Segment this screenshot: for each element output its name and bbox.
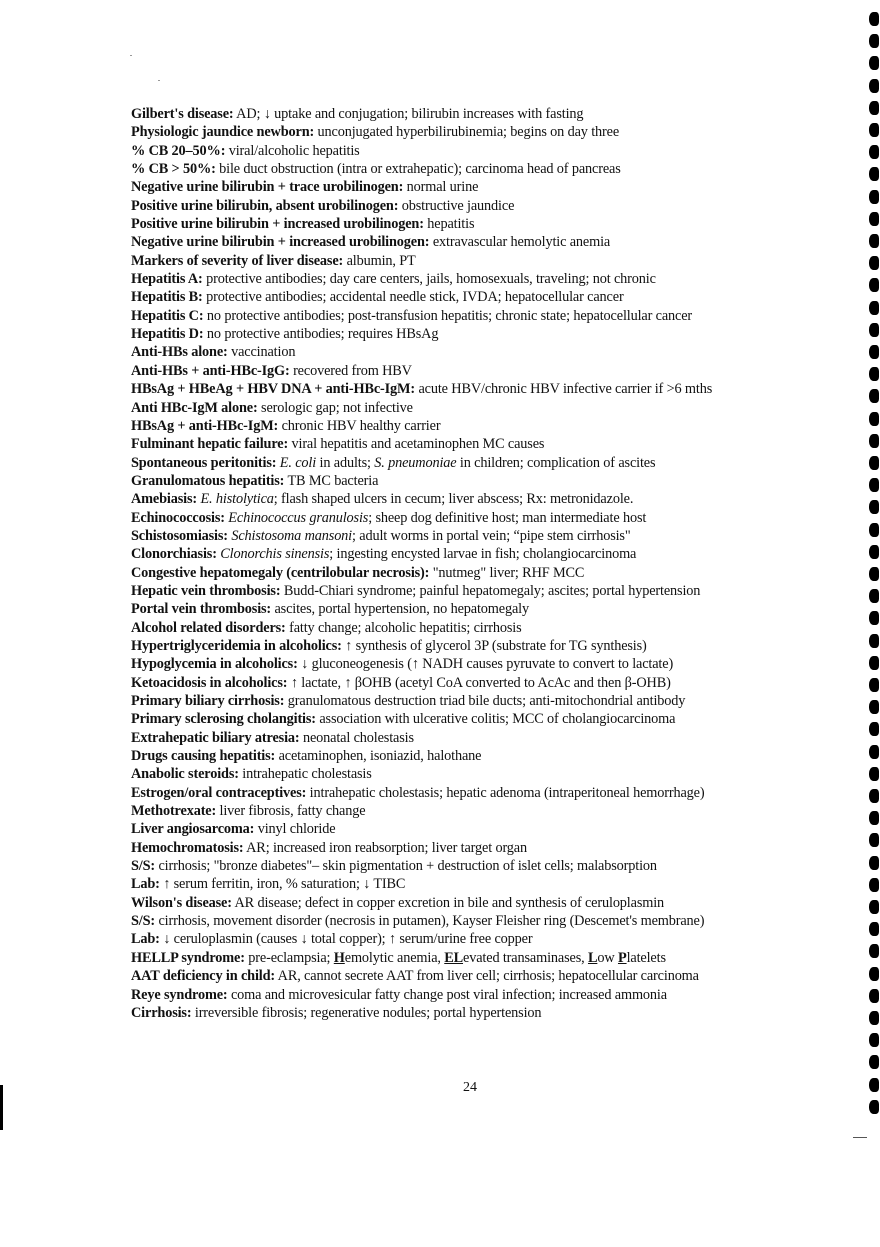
binding-hole xyxy=(869,56,879,70)
binding-hole xyxy=(869,745,879,759)
note-line xyxy=(131,637,831,655)
note-text: emolytic anemia, xyxy=(344,949,445,966)
term-heading: Positive urine bilirubin + increased urobilinogen: xyxy=(131,216,424,233)
binding-hole xyxy=(869,656,879,670)
organism-name: E. coli xyxy=(279,454,317,471)
note-text: evated transaminases, xyxy=(463,949,588,966)
note-line xyxy=(131,894,831,912)
note-text: viral/alcoholic hepatitis xyxy=(225,142,360,159)
binding-hole xyxy=(869,101,879,115)
note-line xyxy=(131,380,831,398)
note-line xyxy=(131,178,831,196)
term-heading: S/S: xyxy=(131,913,156,930)
binding-hole xyxy=(869,789,879,803)
organism-name: E. histolytica xyxy=(200,491,274,508)
binding-hole xyxy=(869,900,879,914)
note-text: serologic gap; not infective xyxy=(257,399,413,416)
note-text: vinyl chloride xyxy=(254,821,336,838)
scan-edge-mark xyxy=(0,1085,3,1130)
note-line xyxy=(131,857,831,875)
binding-hole xyxy=(869,12,879,26)
note-text: ↓ gluconeogenesis (↑ NADH causes pyruvate to convert to lactate) xyxy=(297,656,674,673)
binding-hole xyxy=(869,767,879,781)
note-text: ↑ synthesis of glycerol 3P (substrate for TG synthesis) xyxy=(341,637,647,654)
note-text: recovered from HBV xyxy=(289,362,412,379)
binding-hole xyxy=(869,278,879,292)
binding-hole xyxy=(869,301,879,315)
term-heading: Anti-HBs + anti-HBc-IgG: xyxy=(131,362,290,379)
organism-name: Clonorchis sinensis xyxy=(220,546,330,563)
note-line xyxy=(131,1004,831,1022)
binding-holes xyxy=(862,0,880,1247)
note-line xyxy=(131,784,831,802)
note-line xyxy=(131,986,831,1004)
term-heading: Echinococcosis: xyxy=(131,509,225,526)
note-line xyxy=(131,325,831,343)
term-heading: Physiologic jaundice newborn: xyxy=(131,124,315,141)
note-text: cirrhosis; "bronze diabetes"– skin pigmentation + destruction of islet cells; malabsorption xyxy=(155,858,657,875)
organism-name: Echinococcus granulosis xyxy=(228,509,369,526)
term-heading: HELLP syndrome: xyxy=(131,949,245,966)
term-heading: S/S: xyxy=(131,858,156,875)
binding-hole xyxy=(869,856,879,870)
note-text: unconjugated hyperbilirubinemia; begins on day three xyxy=(314,124,620,141)
term-heading: Primary biliary cirrhosis: xyxy=(131,693,285,709)
term-heading: Fulminant hepatic failure: xyxy=(131,436,289,453)
note-line xyxy=(131,288,831,306)
binding-hole xyxy=(869,967,879,981)
note-line xyxy=(131,435,831,453)
term-heading: Drugs causing hepatitis: xyxy=(131,748,276,765)
note-line xyxy=(131,729,831,747)
binding-hole xyxy=(869,922,879,936)
note-text: association with ulcerative colitis; MCC of cholangiocarcinoma xyxy=(315,711,676,728)
note-line xyxy=(131,545,831,563)
binding-hole xyxy=(869,878,879,892)
note-text: ; adult worms in portal vein; “pipe stem cirrhosis" xyxy=(352,527,631,544)
note-text: protective antibodies; accidental needle stick, IVDA; hepatocellular cancer xyxy=(202,289,624,306)
term-heading: Hepatitis B: xyxy=(131,289,203,306)
term-heading: Wilson's disease: xyxy=(131,894,232,911)
binding-hole xyxy=(869,34,879,48)
binding-hole xyxy=(869,190,879,204)
binding-hole xyxy=(869,234,879,248)
note-text: ; ingesting encysted larvae in fish; cholangiocarcinoma xyxy=(329,546,637,563)
note-line xyxy=(131,802,831,820)
binding-hole xyxy=(869,412,879,426)
term-heading: Granulomatous hepatitis: xyxy=(131,472,285,489)
binding-hole xyxy=(869,1011,879,1025)
note-text: AD; ↓ uptake and conjugation; bilirubin increases with fasting xyxy=(233,106,584,122)
note-line xyxy=(131,252,831,270)
note-text: Budd-Chiari syndrome; painful hepatomegaly; ascites; portal hypertension xyxy=(280,582,701,599)
note-text: bile duct obstruction (intra or extrahepatic); carcinoma head of pancreas xyxy=(215,161,621,178)
binding-hole xyxy=(869,367,879,381)
note-line xyxy=(131,270,831,288)
note-line xyxy=(131,105,831,123)
note-text: protective antibodies; day care centers, jails, homosexuals, traveling; not chronic xyxy=(202,271,656,288)
scan-speck xyxy=(158,80,160,81)
term-heading: Extrahepatic biliary atresia: xyxy=(131,729,300,746)
term-heading: Hepatitis C: xyxy=(131,307,204,324)
term-heading: Negative urine bilirubin + increased urobilinogen: xyxy=(131,234,430,251)
note-text: fatty change; alcoholic hepatitis; cirrhosis xyxy=(285,619,522,636)
note-line xyxy=(131,509,831,527)
note-text: albumin, PT xyxy=(343,252,416,269)
binding-hole xyxy=(869,345,879,359)
term-heading: Markers of severity of liver disease: xyxy=(131,252,344,269)
note-text: intrahepatic cholestasis; hepatic adenoma (intraperitoneal hemorrhage) xyxy=(306,784,705,801)
note-text: pre-eclampsia; xyxy=(244,949,334,966)
term-heading: Hemochromatosis: xyxy=(131,839,244,856)
binding-hole xyxy=(869,611,879,625)
binding-hole xyxy=(869,634,879,648)
binding-hole xyxy=(869,545,879,559)
binding-hole xyxy=(869,256,879,270)
term-heading: Spontaneous peritonitis: xyxy=(131,454,277,471)
term-heading: Gilbert's disease: xyxy=(131,106,234,122)
note-line xyxy=(131,215,831,233)
term-heading: Estrogen/oral contraceptives: xyxy=(131,784,307,801)
note-text: obstructive jaundice xyxy=(398,197,515,214)
term-heading: % CB 20–50%: xyxy=(131,142,226,159)
note-text: AR disease; defect in copper excretion in bile and synthesis of ceruloplasmin xyxy=(231,894,665,911)
note-text: in children; complication of ascites xyxy=(456,454,656,471)
note-text: ↑ serum ferritin, iron, % saturation; ↓ TIBC xyxy=(159,876,406,893)
term-heading: AAT deficiency in child: xyxy=(131,968,276,985)
note-line xyxy=(131,692,831,710)
note-text: "nutmeg" liver; RHF MCC xyxy=(429,564,585,581)
binding-hole xyxy=(869,500,879,514)
binding-hole xyxy=(869,989,879,1003)
binding-hole xyxy=(869,167,879,181)
note-line xyxy=(131,454,831,472)
note-line xyxy=(131,600,831,618)
binding-hole xyxy=(869,678,879,692)
note-line xyxy=(131,912,831,930)
note-line xyxy=(131,839,831,857)
binding-hole xyxy=(869,944,879,958)
term-heading: Lab: xyxy=(131,876,160,893)
note-line xyxy=(131,619,831,637)
note-text: liver fibrosis, fatty change xyxy=(216,803,366,820)
note-text: ↓ ceruloplasmin (causes ↓ total copper); ↑ serum/urine free copper xyxy=(159,931,533,948)
binding-hole xyxy=(869,123,879,137)
term-heading: Liver angiosarcoma: xyxy=(131,821,255,838)
term-heading: Hepatitis D: xyxy=(131,326,204,343)
term-heading: Hypertriglyceridemia in alcoholics: xyxy=(131,637,342,654)
note-line xyxy=(131,582,831,600)
binding-hole xyxy=(869,456,879,470)
term-heading: % CB > 50%: xyxy=(131,161,216,178)
note-text: no protective antibodies; post-transfusion hepatitis; chronic state; hepatocellular cancer xyxy=(203,307,693,324)
binding-hole xyxy=(869,1078,879,1092)
term-heading: HBsAg + HBeAg + HBV DNA + anti-HBc-IgM: xyxy=(131,381,416,398)
note-text: intrahepatic cholestasis xyxy=(238,766,372,783)
term-heading: Lab: xyxy=(131,931,160,948)
note-text: TB MC bacteria xyxy=(284,472,379,489)
binding-hole xyxy=(869,811,879,825)
note-text: AR, cannot secrete AAT from liver cell; cirrhosis; hepatocellular carcinoma xyxy=(275,968,699,985)
note-line xyxy=(131,875,831,893)
note-line xyxy=(131,307,831,325)
note-text: vaccination xyxy=(227,344,296,361)
mnemonic-letter: P xyxy=(617,949,627,966)
term-heading: Ketoacidosis in alcoholics: xyxy=(131,674,288,691)
note-text: ↑ lactate, ↑ βOHB (acetyl CoA converted to AcAc and then β-OHB) xyxy=(287,674,671,691)
note-text: normal urine xyxy=(403,179,479,196)
term-heading: Congestive hepatomegaly (centrilobular necrosis): xyxy=(131,564,430,581)
note-line xyxy=(131,472,831,490)
note-text: ascites, portal hypertension, no hepatomegaly xyxy=(271,601,529,618)
note-line xyxy=(131,564,831,582)
note-line xyxy=(131,820,831,838)
note-line xyxy=(131,343,831,361)
note-text: acetaminophen, isoniazid, halothane xyxy=(275,748,482,765)
note-line xyxy=(131,417,831,435)
note-text: ow xyxy=(597,949,618,966)
binding-hole xyxy=(869,523,879,537)
term-heading: Anabolic steroids: xyxy=(131,766,239,783)
note-line xyxy=(131,233,831,251)
note-line xyxy=(131,949,831,967)
organism-name: Schistosoma mansoni xyxy=(231,527,353,544)
term-heading: Amebiasis: xyxy=(131,491,198,508)
term-heading: Reye syndrome: xyxy=(131,986,228,1003)
note-line xyxy=(131,655,831,673)
note-text: hepatitis xyxy=(423,216,475,233)
binding-hole xyxy=(869,1033,879,1047)
term-heading: Anti HBc-IgM alone: xyxy=(131,399,258,416)
note-text: in adults; xyxy=(316,454,375,471)
binding-hole xyxy=(869,1055,879,1069)
binding-hole xyxy=(869,478,879,492)
note-line xyxy=(131,710,831,728)
binding-hole xyxy=(869,722,879,736)
page-number: 24 xyxy=(463,1080,477,1095)
note-text: ; sheep dog definitive host; man intermediate host xyxy=(368,509,647,526)
term-heading: Methotrexate: xyxy=(131,803,217,820)
note-line xyxy=(131,674,831,692)
scan-corner-mark xyxy=(853,1137,867,1138)
note-text: viral hepatitis and acetaminophen MC causes xyxy=(288,436,545,453)
note-text: chronic HBV healthy carrier xyxy=(278,417,441,434)
term-heading: Schistosomiasis: xyxy=(131,527,228,544)
note-line xyxy=(131,197,831,215)
mnemonic-letter: EL xyxy=(444,949,464,966)
mnemonic-letter: L xyxy=(587,949,598,966)
note-line xyxy=(131,930,831,948)
term-heading: Anti-HBs alone: xyxy=(131,344,228,361)
note-text: irreversible fibrosis; regenerative nodules; portal hypertension xyxy=(191,1004,542,1021)
binding-hole xyxy=(869,434,879,448)
note-text: no protective antibodies; requires HBsAg xyxy=(203,326,439,343)
note-line xyxy=(131,527,831,545)
binding-hole xyxy=(869,323,879,337)
term-heading: Alcohol related disorders: xyxy=(131,619,286,636)
term-heading: Primary sclerosing cholangitis: xyxy=(131,711,316,728)
note-line xyxy=(131,123,831,141)
note-line xyxy=(131,160,831,178)
note-text: ; flash shaped ulcers in cecum; liver abscess; Rx: metronidazole. xyxy=(273,491,634,508)
binding-hole xyxy=(869,589,879,603)
note-text: extravascular hemolytic anemia xyxy=(429,234,611,251)
term-heading: Negative urine bilirubin + trace urobilinogen: xyxy=(131,179,404,196)
binding-hole xyxy=(869,79,879,93)
note-text: acute HBV/chronic HBV infective carrier if >6 mths xyxy=(415,381,713,398)
note-line xyxy=(131,362,831,380)
note-line xyxy=(131,142,831,160)
term-heading: HBsAg + anti-HBc-IgM: xyxy=(131,417,279,434)
term-heading: Hepatic vein thrombosis: xyxy=(131,582,281,599)
binding-hole xyxy=(869,1100,879,1114)
binding-hole xyxy=(869,700,879,714)
binding-hole xyxy=(869,567,879,581)
term-heading: Hypoglycemia in alcoholics: xyxy=(131,656,298,673)
term-heading: Portal vein thrombosis: xyxy=(131,601,272,618)
note-line xyxy=(131,399,831,417)
term-heading: Positive urine bilirubin, absent urobilinogen: xyxy=(131,197,399,214)
note-line xyxy=(131,747,831,765)
term-heading: Hepatitis A: xyxy=(131,271,203,288)
binding-hole xyxy=(869,833,879,847)
note-text: neonatal cholestasis xyxy=(299,729,414,746)
liver-disease-notes xyxy=(131,105,831,1022)
mnemonic-letter: H xyxy=(333,949,345,966)
binding-hole xyxy=(869,389,879,403)
note-text: AR; increased iron reabsorption; liver target organ xyxy=(243,839,527,856)
note-text: cirrhosis, movement disorder (necrosis in putamen), Kayser Fleisher ring (Descemet's membrane) xyxy=(155,913,705,930)
note-text: latelets xyxy=(626,949,666,966)
note-text: coma and microvesicular fatty change post viral infection; increased ammonia xyxy=(227,986,667,1003)
binding-hole xyxy=(869,212,879,226)
organism-name: S. pneumoniae xyxy=(374,454,457,471)
term-heading: Clonorchiasis: xyxy=(131,546,217,563)
term-heading: Cirrhosis: xyxy=(131,1004,192,1021)
note-text: granulomatous destruction triad bile ducts; anti-mitochondrial antibody xyxy=(284,693,686,709)
note-line xyxy=(131,765,831,783)
note-line xyxy=(131,490,831,508)
note-line xyxy=(131,967,831,985)
binding-hole xyxy=(869,145,879,159)
scan-speck xyxy=(130,55,132,56)
